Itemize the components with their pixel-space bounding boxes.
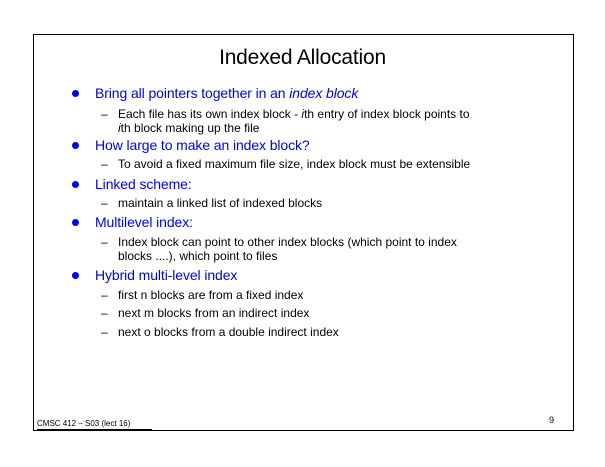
dash-icon: – [101, 157, 108, 171]
sub-emphasis: i [118, 121, 121, 135]
sub-item-double-indirect-index [101, 325, 339, 339]
dash-icon: – [101, 107, 108, 121]
sub-text: next o blocks from a double indirect index [118, 325, 339, 339]
dash-icon: – [101, 288, 108, 302]
bullet-text: Linked scheme: [95, 176, 192, 192]
bullet-index-block-size [95, 137, 310, 153]
bullet-text: How large to make an index block? [95, 137, 310, 153]
sub-text: blocks ....), which point to files [118, 249, 278, 263]
dash-icon: – [101, 325, 108, 339]
footer-course-label: CMSC 412 – S03 (lect 16) [37, 419, 131, 428]
bullet-dot-icon [72, 181, 79, 188]
bullet-dot-icon [72, 219, 79, 226]
sub-item-indirect-index [101, 306, 310, 320]
sub-text: Each file has its own index block - [118, 107, 302, 121]
bullet-index-block [95, 85, 358, 101]
bullet-text: Multilevel index: [95, 214, 193, 230]
sub-emphasis: i [301, 107, 305, 121]
bullet-text: Bring all pointers together in an [95, 85, 290, 101]
sub-text: th entry of index block points to [304, 107, 470, 121]
sub-text: To avoid a fixed maximum file size, index block must be extensible [118, 157, 471, 171]
bullet-linked-scheme [95, 176, 192, 192]
sub-item-extensible [101, 157, 471, 171]
sub-text: maintain a linked list of indexed blocks [118, 196, 323, 210]
bullet-multilevel-index [95, 214, 193, 230]
bullet-dot-icon [72, 272, 79, 279]
dash-icon: – [101, 196, 108, 210]
page-number: 9 [549, 415, 555, 425]
bullet-dot-icon [72, 142, 79, 149]
bullet-emphasis: index block [289, 85, 359, 101]
sub-text: th block making up the file [120, 121, 260, 135]
sub-item-fixed-index [101, 288, 304, 302]
sub-item-index-to-index [101, 235, 457, 263]
dash-icon: – [101, 306, 108, 320]
sub-item-index-block-entry [101, 107, 470, 135]
bullet-dot-icon [72, 90, 79, 97]
dash-icon: – [101, 235, 108, 249]
slide-title: Indexed Allocation [219, 46, 386, 69]
bullet-text: Hybrid multi-level index [95, 267, 238, 283]
sub-text: Index block can point to other index blocks (which point to index [118, 235, 457, 249]
bullet-hybrid-index [95, 267, 237, 283]
sub-text: next m blocks from an indirect index [118, 306, 310, 320]
sub-text: first n blocks are from a fixed index [118, 288, 304, 302]
sub-item-linked-list [101, 196, 323, 210]
footer-divider [37, 429, 152, 430]
